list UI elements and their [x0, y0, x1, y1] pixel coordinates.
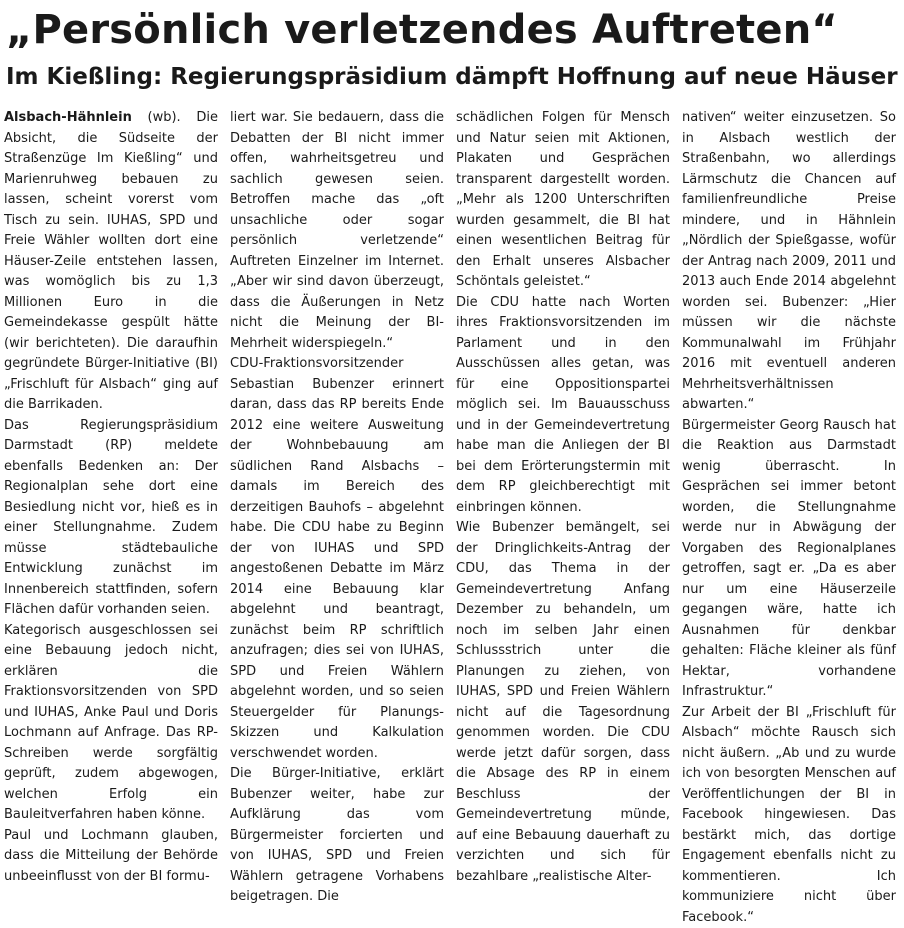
article-body: [4, 108, 900, 739]
paragraph: Zur Arbeit der BI „Frischluft für Alsbach“ möchte Rausch sich nicht äußern. „Ab und zu wurde ich von besorgten Menschen auf Veröffentlichungen der BI in Facebook hingewiesen. Das bestärkt mich, das dortige Engagement ebenfalls nicht zu kommentieren. Ich kommuniziere nicht über Facebook.“: [682, 703, 896, 928]
paragraph: Bürgermeister Georg Rausch hat die Reaktion aus Darmstadt wenig überrascht. In Gesprächen sei immer betont worden, die Stellungnahme werde nur in Abwägung der Vorgaben des Regionalplanes getroffen, sagt er. „Da es aber nur um eine Häuserzeile gegangen wäre, hatte ich Ausnahmen für denkbar gehalten: Fläche kleiner als fünf Hektar, vorhandene Infrastruktur.“: [682, 416, 896, 703]
article-column-4: [682, 108, 896, 739]
paragraph: Das Regierungspräsidium Darmstadt (RP) meldete ebenfalls Bedenken an: Der Regionalplan sehe dort eine Besiedlung nicht vor, hieß es in einer Stellungnahme. Zudem müsse städtebauliche Entwicklung zunächst im Innenbereich stattfinden, sofern Flächen dafür vorhanden seien.: [4, 416, 218, 621]
article-column-2: [230, 108, 444, 739]
paragraph: liert war. Sie bedauern, dass die Debatten der BI nicht immer offen, wahrheitsgetreu und sachlich gewesen seien. Betroffen mache das „oft unsachliche oder sogar persönlich verletzende“ Auftreten Einzelner im Internet. „Aber wir sind davon überzeugt, dass die Äußerungen in Netz nicht die Meinung der BI-Mehrheit widerspiegeln.“: [230, 108, 444, 354]
paragraph-text: (wb). Die Absicht, die Südseite der Straßenzüge Im Kießling“ und Marienruhweg bebauen zu lassen, scheint vorerst vom Tisch zu sein. IUHAS, SPD und Freie Wähler wollten dort eine Häuser-Zeile entstehen lassen, was womöglich bis zu 1,3 Millionen Euro in die Gemeindekasse gespült hätte (wir berichteten). Die daraufhin gegründete Bürger-Initiative (BI) „Frischluft für Alsbach“ ging auf die Barrikaden.: [4, 110, 218, 412]
paragraph: Die Bürger-Initiative, erklärt Bubenzer weiter, habe zur Aufklärung das vom Bürgermeister forcierten und von IUHAS, SPD und Freien Wählern getragene Vorhabens beigetragen. Die: [230, 764, 444, 908]
article-column-1: [4, 108, 218, 739]
paragraph: Kategorisch ausgeschlossen sei eine Bebauung jedoch nicht, erklären die Fraktionsvorsitzenden von SPD und IUHAS, Anke Paul und Doris Lochmann auf Anfrage. Das RP-Schreiben werde sorgfältig geprüft, zudem abgewogen, welchen Erfolg ein Bauleitverfahren haben könne.: [4, 621, 218, 826]
article-column-3: [456, 108, 670, 739]
article-subheadline: Im Kießling: Regierungspräsidium dämpft Hoffnung auf neue Häuser: [6, 62, 898, 92]
paragraph: [4, 108, 218, 416]
dateline: Alsbach-Hähnlein: [4, 110, 132, 125]
paragraph: CDU-Fraktionsvorsitzender Sebastian Bubenzer erinnert daran, dass das RP bereits Ende 2012 eine weitere Ausweitung der Wohnbebauung am südlichen Rand Alsbachs – damals im Bereich des derzeitigen Bauhofs – abgelehnt habe. Die CDU habe zu Beginn der von IUHAS und SPD angestoßenen Debatte im März 2014 eine Bebauung klar abgelehnt und beantragt, zunächst beim RP schriftlich anzufragen; dies sei von IUHAS, SPD und Freien Wählern abgelehnt worden, und so seien Steuergelder für Planungs-Skizzen und Kalkulation verschwendet worden.: [230, 354, 444, 764]
paragraph: Wie Bubenzer bemängelt, sei der Dringlichkeits-Antrag der CDU, das Thema in der Gemeindevertretung Anfang Dezember zu behandeln, um noch im selben Jahr einen Schlussstrich unter die Planungen zu ziehen, von IUHAS, SPD und Freien Wählern nicht auf die Tagesordnung genommen worden. Die CDU werde jetzt dafür sorgen, dass die Absage des RP in einem Beschluss der Gemeindevertretung münde, auf eine Bebauung dauerhaft zu verzichten und sich für bezahlbare „realistische Alter-: [456, 518, 670, 887]
paragraph: Paul und Lochmann glauben, dass die Mitteilung der Behörde unbeeinflusst von der BI formu-: [4, 826, 218, 888]
paragraph: nativen“ weiter einzusetzen. So in Alsbach westlich der Straßenbahn, wo allerdings Lärmschutz die Chancen auf familienfreundliche Preise mindere, und in Hähnlein „Nördlich der Spießgasse, wofür der Antrag nach 2009, 2011 und 2013 auch Ende 2014 abgelehnt worden sei. Bubenzer: „Hier müssen wir die nächste Kommunalwahl im Frühjahr 2016 mit eventuell anderen Mehrheitsverhältnissen abwarten.“: [682, 108, 896, 416]
article-headline: „Persönlich verletzendes Auftreten“: [6, 4, 898, 56]
paragraph: schädlichen Folgen für Mensch und Natur seien mit Aktionen, Plakaten und Gesprächen transparent dargestellt worden. „Mehr als 1200 Unterschriften wurden gesammelt, die BI hat einen wesentlichen Beitrag für den Erhalt unseres Alsbacher Schöntals geleistet.“: [456, 108, 670, 293]
paragraph: Die CDU hatte nach Worten ihres Fraktionsvorsitzenden im Parlament und in den Ausschüssen alles getan, was für eine Oppositionspartei möglich sei. Im Bauausschuss und in der Gemeindevertretung habe man die Anliegen der BI bei dem Erörterungstermin mit dem RP gleichberechtigt mit einbringen können.: [456, 293, 670, 519]
